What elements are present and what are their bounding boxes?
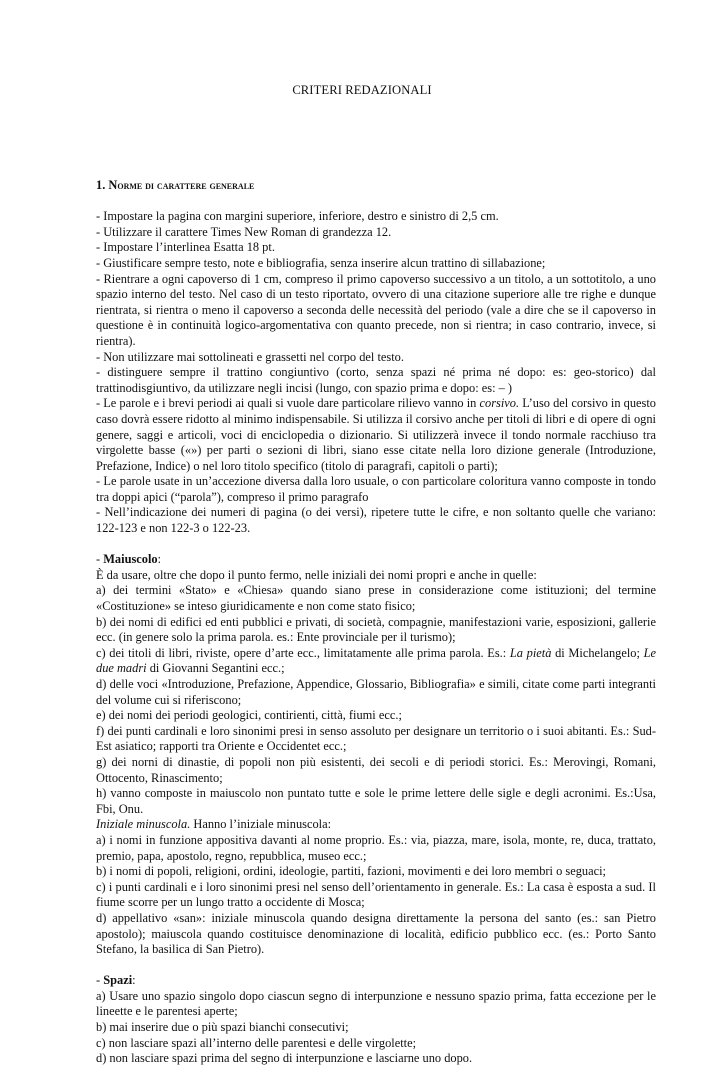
list-item: g) dei norni di dinastie, di popoli non più esistenti, dei secoli e di periodi storici. Es.: Merovingi, Romani, Ottocento, Rinascimento;: [96, 754, 656, 785]
maiuscolo-label: Maiuscolo: [103, 552, 158, 567]
section-1-heading: [96, 178, 656, 194]
paragraph: - Impostare l’interlinea Esatta 18 pt.: [96, 240, 275, 255]
list-item: e) dei nomi dei periodi geologici, contirienti, città, fiumi ecc.;: [96, 708, 402, 723]
list-item: a) Usare uno spazio singolo dopo ciascun segno di interpunzione e nessuno spazio prima, fatta eccezione per le lineette e le parentesi aperte;: [96, 988, 656, 1019]
paragraph: - Impostare la pagina con margini superiore, inferiore, destro e sinistro di 2,5 cm.: [96, 209, 499, 224]
section-title-initial: N: [108, 178, 118, 192]
paragraph: - distinguere sempre il trattino congiuntivo (corto, senza spazi né prima né dopo: es: geo-storico) dal trattinodisgiuntivo, da utilizzare negli incisi (lungo, con spazio prima e dopo: es: – ): [96, 365, 656, 395]
list-item: a) dei termini «Stato» e «Chiesa» quando siano prese in considerazione come istituzioni; del termine «Costituzione» se inteso giuridicamente e non come stato fisico;: [96, 583, 656, 614]
colon: :: [157, 552, 162, 567]
paragraph: È da usare, oltre che dopo il punto fermo, nelle iniziali dei nomi propri e anche in quelle:: [96, 567, 537, 582]
spazi-heading: [96, 973, 656, 989]
paragraph-corsivo: [96, 396, 656, 474]
text-run: L’uso del corsivo in questo caso dovrà essere ridotto al minimo indispensabile. Si utilizza il corsivo anche per titoli di libri e di opere di ogni genere, saggi e articoli, voci di enciclopedia o dizionario. Si utilizzerà invece il tondo normale racchiuso tra virgolette basse («») per parti o sezioni di libri, siano esse citate nella loro dizione generale (Introduzione, Prefazione, Indice) o nel loro titolo specifico (titolo di paragrafi, capitoli o parti);: [96, 396, 657, 473]
document-body: [96, 178, 656, 1067]
paragraph: - Giustificare sempre testo, note e bibliografia, senza inserire alcun trattino di sillabazione;: [96, 255, 546, 270]
list-item: b) i nomi di popoli, religioni, ordini, ideologie, partiti, fazioni, movimenti e dei loro membri o seguaci;: [96, 864, 606, 879]
minuscola-label: Iniziale minuscola.: [96, 817, 191, 832]
text-run: c) dei titoli di libri, riviste, opere d’arte ecc., limitatamente alle prima parola. Es.:: [96, 645, 510, 660]
list-item: d) delle voci «Introduzione, Prefazione, Appendice, Glossario, Bibliografia» e simili, citate come parti integranti del volume cui si riferiscono;: [96, 677, 656, 707]
italic-text: corsivo.: [479, 396, 520, 411]
paragraph: - Nell’indicazione dei numeri di pagina (o dei versi), ripetere tutte le cifre, e non soltanto quelle che variano: 122-123 e non 122-3 o 122-23.: [96, 505, 656, 536]
section-number: 1.: [96, 178, 106, 192]
dash: -: [96, 552, 104, 567]
text-run: - Le parole e i brevi periodi ai quali si vuole dare particolare rilievo vanno in: [96, 396, 480, 411]
minuscola-intro: [96, 817, 656, 833]
spacer: [96, 958, 656, 974]
text-run: di Giovanni Segantini ecc.;: [146, 661, 285, 676]
text-run: di Michelangelo;: [551, 645, 644, 660]
dash: -: [96, 973, 104, 988]
list-item: d) appellativo «san»: iniziale minuscola quando designa direttamente la persona del santo (es.: san Pietro apostolo); maiuscola quando costituisce denominazione di località, edificio pubblico ecc. (es.: Porto Santo Stefano, la basilica di San Pietro).: [96, 910, 656, 957]
list-item: b) mai inserire due o più spazi bianchi consecutivi;: [96, 1020, 349, 1035]
paragraph: - Rientrare a ogni capoverso di 1 cm, compreso il primo capoverso successivo a un titolo, a un sottotitolo, a uno spazio interno del testo. Nel caso di un testo riportato, ovvero di una citazione superiore alle tre righe e dunque rientrata, si rientra o meno il capoverso a seconda delle necessità del periodo (vale a dire che se il capoverso in questione è in continuità logico-argomentativa con quanto precede, non si rientra; in caso contrario, invece, si rientra).: [96, 271, 656, 348]
list-item: [96, 646, 656, 677]
paragraph: - Utilizzare il carattere Times New Roman di grandezza 12.: [96, 224, 392, 239]
italic-text: Le due madri: [96, 645, 656, 676]
list-item: h) vanno composte in maiuscolo non puntato tutte e sole le prime lettere delle sigle e degli acronimi. Es.:Usa, Fbi, Onu.: [96, 786, 656, 816]
list-item: d) non lasciare spazi prima del segno di interpunzione e lasciarne uno dopo.: [96, 1051, 473, 1066]
paragraph: - Non utilizzare mai sottolineati e grassetti nel corpo del testo.: [96, 349, 404, 364]
list-item: f) dei punti cardinali e loro sinonimi presi in senso assoluto per designare un territorio o i suoi abitanti. Es.: Sud-Est asiatico; rapporti tra Oriente e Occidentet ecc.;: [96, 723, 656, 754]
list-item: b) dei nomi di edifici ed enti pubblici e privati, di società, compagnie, manifestazioni varie, esposizioni, gallerie ecc. (in genere solo la prima parola. es.: Ente provinciale per il turismo);: [96, 614, 656, 645]
list-item: c) non lasciare spazi all’interno delle parentesi e delle virgolette;: [96, 1035, 417, 1050]
list-item: a) i nomi in funzione appositiva davanti al nome proprio. Es.: via, piazza, mare, isola, monte, re, duca, trattato, premio, papa, apostolo, regno, repubblica, museo ecc.;: [96, 832, 656, 863]
text-run: Hanno l’iniziale minuscola:: [190, 817, 332, 832]
list-item: c) i punti cardinali e i loro sinonimi presi nel senso dell’orientamento in generale. Es.: La casa è esposta a sud. Il fiume scorre per un lungo tratto a occidente di Mosca;: [96, 879, 656, 910]
paragraph: - Le parole usate in un’accezione diversa dalla loro usuale, o con particolare coloritura vanno composte in tondo tra doppi apici (“parola”), compreso il primo paragrafo: [96, 474, 656, 504]
italic-text: La pietà: [509, 645, 552, 660]
section-title-rest: orme di carattere generale: [117, 179, 255, 192]
spazi-label: Spazi: [103, 973, 133, 988]
spacer: [96, 537, 656, 553]
document-title: CRITERI REDAZIONALI: [292, 83, 432, 97]
maiuscolo-heading: [96, 552, 656, 568]
colon: :: [132, 973, 136, 988]
